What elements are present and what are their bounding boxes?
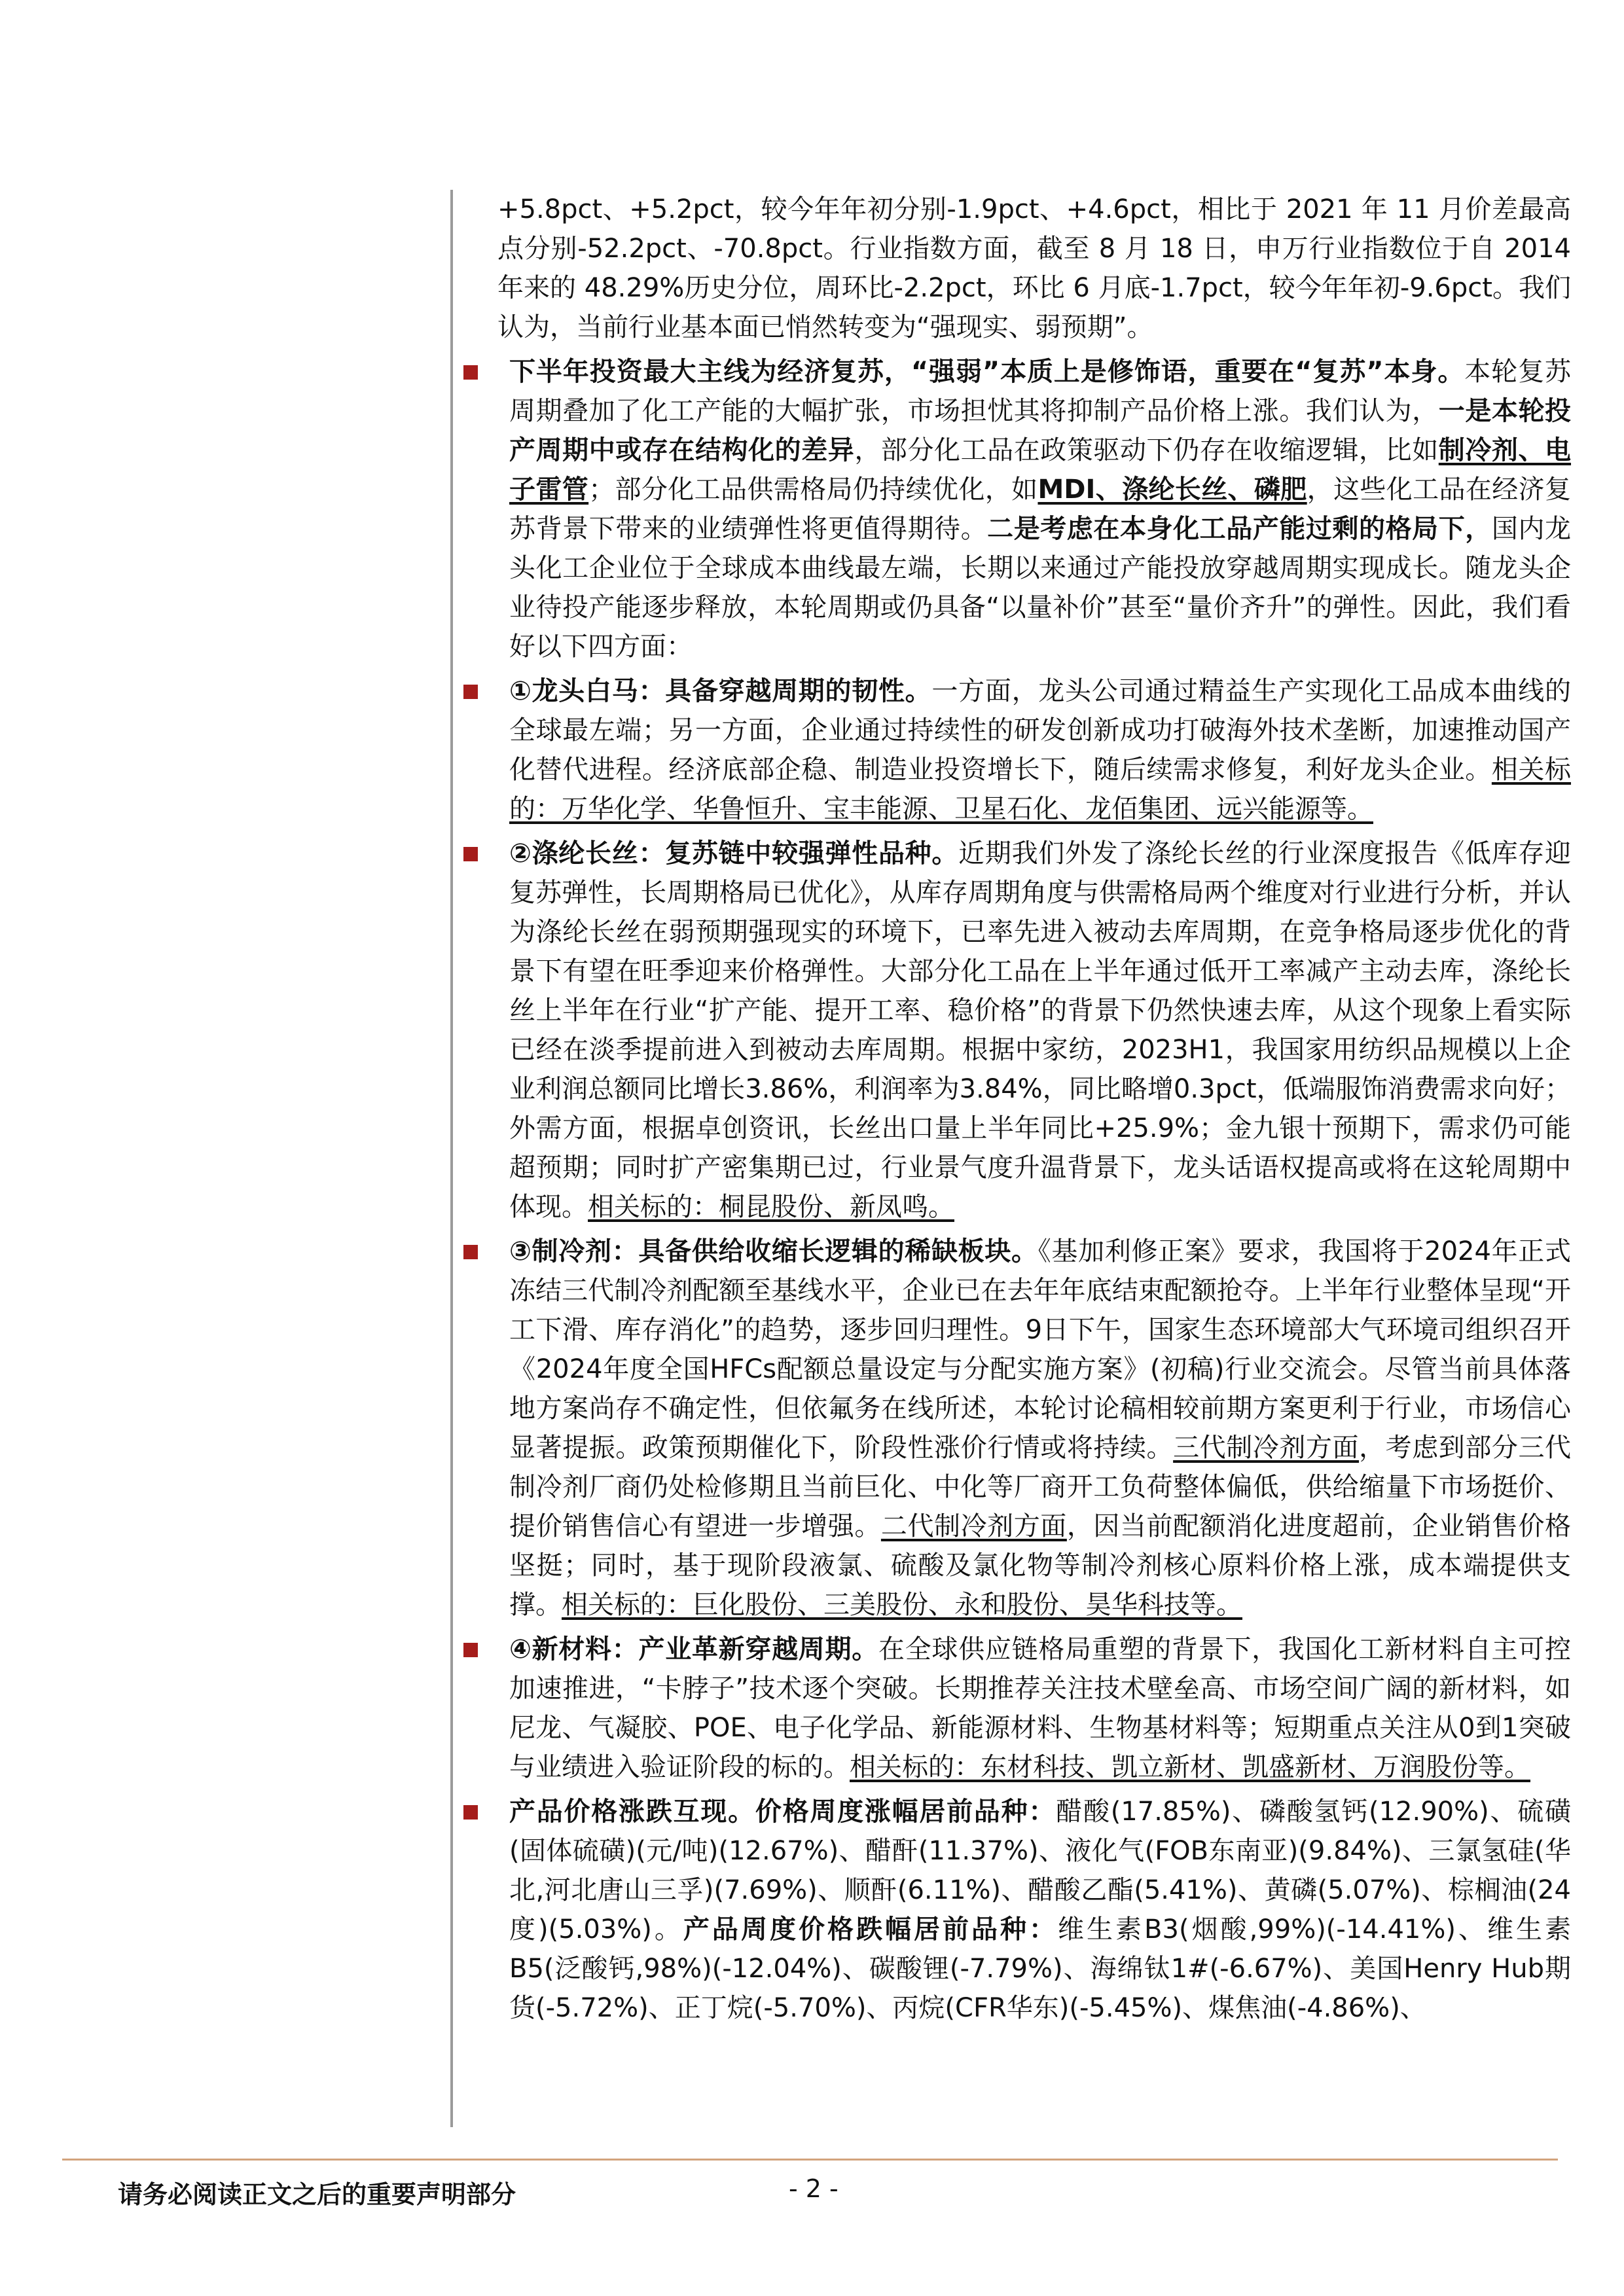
body-text: ，考虑到部分三代制冷剂厂商仍处检修期且当前巨化、中化等厂商开工负荷整体偏低，供给缩量下市场挺价、提价销售信心有望进一步增强。 <box>509 1433 1572 1541</box>
emphasis-text: ③制冷剂：具备供给收缩长逻辑的稀缺板块。 <box>509 1236 1038 1266</box>
emphasis-text: 下半年投资最大主线为经济复苏，“强弱”本质上是修饰语，重要在“复苏”本身。 <box>509 357 1465 387</box>
square-bullet-icon <box>463 685 478 699</box>
emphasis-text: 产品周度价格跌幅居前品种： <box>683 1914 1058 1945</box>
square-bullet-icon <box>463 365 478 380</box>
body-text: +5.8pct、+5.2pct，较今年年初分别-1.9pct、+4.6pct，相比于 2021 年 11 月价差最高点分别-52.2pct、-70.8pct。行业指数方面，截至 8 月 18 日，申万行业指数位于自 2014 年来的 48.29%历史分位，周环比-2.2pct，环比 6 月底-1.7pct，较今年年初-9.6pct。我们认为，当前行业基本面已悄然转变为“强现实、弱预期”。 <box>497 194 1571 342</box>
paragraph <box>497 190 1571 347</box>
square-bullet-icon <box>463 1245 478 1259</box>
bullet-paragraph <box>497 1630 1571 1787</box>
bullet-paragraph <box>497 834 1571 1227</box>
square-bullet-icon <box>463 1643 478 1657</box>
emphasis-text: ②涤纶长丝：复苏链中较强弹性品种。 <box>509 838 959 869</box>
body-text: 近期我们外发了涤纶长丝的行业深度报告《低库存迎复苏弹性，长周期格局已优化》，从库存周期角度与供需格局两个维度对行业进行分析，并认为涤纶长丝在弱预期强现实的环境下，已率先进入被动去库周期，在竞争格局逐步优化的背景下有望在旺季迎来价格弹性。大部分化工品在上半年通过低开工率减产主动去库，涤纶长丝上半年在行业“扩产能、提开工率、稳价格”的背景下仍然快速去库，从这个现象上看实际已经在淡季提前进入到被动去库周期。根据中家纺，2023H1，我国家用纺织品规模以上企业利润总额同比增长3.86%，利润率为3.84%，同比略增0.3pct，低端服饰消费需求向好；外需方面，根据卓创资讯，长丝出口量上半年同比+25.9%；金九银十预期下，需求仍可能超预期；同时扩产密集期已过，行业景气度升温背景下，龙头话语权提高或将在这轮周期中体现。 <box>509 838 1572 1222</box>
body-text: 维生素B3(烟酸,99%)(-14.41%)、维生素B5(泛酸钙,98%)(-12.04%)、碳酸锂(-7.79%)、海绵钛1#(-6.67%)、美国Henry Hub期货(-5.72%)、正丁烷(-5.70%)、丙烷(CFR华东)(-5.45%)、煤焦油(-4.86%)、 <box>509 1914 1572 2023</box>
body-text: 《基加利修正案》要求，我国将于2024年正式冻结三代制冷剂配额至基线水平，企业已在去年年底结束配额抢夺。上半年行业整体呈现“开工下滑、库存消化”的趋势，逐步回归理性。9日下午，国家生态环境部大气环境司组织召开《2024年度全国HFCs配额总量设定与分配实施方案》(初稿)行业交流会。尽管当前具体落地方案尚存不确定性，但依氟务在线所述，本轮讨论稿相较前期方案更利于行业，市场信心显著提振。政策预期催化下，阶段性涨价行情或将持续。 <box>509 1236 1572 1463</box>
emphasis-text: 产品价格涨跌互现。价格周度涨幅居前品种： <box>509 1797 1056 1827</box>
related-stocks-text: 三代制冷剂方面 <box>1173 1433 1360 1463</box>
emphasis-text: ④新材料：产业革新穿越周期。 <box>509 1634 878 1664</box>
emphasis-text: 一是本轮投产周期中或存在结构化的差异 <box>509 396 1572 465</box>
square-bullet-icon <box>463 847 478 861</box>
related-stocks-text: 相关标的：万华化学、华鲁恒升、宝丰能源、卫星石化、龙佰集团、远兴能源等。 <box>509 755 1572 824</box>
body-text: 本轮复苏周期叠加了化工产能的大幅扩张，市场担忧其将抑制产品价格上涨。我们认为， <box>509 357 1572 426</box>
bullet-paragraph <box>497 352 1571 666</box>
related-stocks-text: 相关标的：东材科技、凯立新材、凯盛新材、万润股份等。 <box>850 1752 1530 1782</box>
related-stocks-text: MDI、涤纶长丝、磷肥 <box>1038 475 1307 505</box>
body-text: ，这些化工品在经济复苏背景下带来的业绩弹性将更值得期待。 <box>509 475 1572 544</box>
body-text: 在全球供应链格局重塑的背景下，我国化工新材料自主可控加速推进，“卡脖子”技术逐个突破。长期推荐关注技术壁垒高、市场空间广阔的新材料，如尼龙、气凝胶、POE、电子化学品、新能源材料、生物基材料等；短期重点关注从0到1突破与业绩进入验证阶段的标的。 <box>509 1634 1571 1782</box>
body-text: ；部分化工品供需格局仍持续优化，如 <box>588 475 1038 505</box>
body-text: 醋酸(17.85%)、磷酸氢钙(12.90%)、硫磺(固体硫磺)(元/吨)(12.67%)、醋酐(11.37%)、液化气(FOB东南亚)(9.84%)、三氯氢硅(华北,河北唐山三孚)(7.69%)、顺酐(6.11%)、醋酸乙酯(5.41%)、黄磷(5.07%)、棕榈油(24度)(5.03%)。 <box>509 1797 1571 1945</box>
report-body <box>497 190 1571 2028</box>
related-stocks-text: 制冷剂、电子雷管 <box>509 435 1572 505</box>
footer-disclaimer: 请务必阅读正文之后的重要声明部分 <box>118 2180 516 2209</box>
bullet-paragraph <box>497 672 1571 829</box>
related-stocks-text: 相关标的：巨化股份、三美股份、永和股份、昊华科技等。 <box>562 1590 1242 1620</box>
body-text: ，因当前配额消化进度超前，企业销售价格坚挺；同时，基于现阶段液氯、硫酸及氯化物等制冷剂核心原料价格上涨，成本端提供支撑。 <box>509 1511 1572 1620</box>
left-margin-rule <box>450 190 453 2127</box>
bullet-paragraph <box>497 1232 1571 1624</box>
square-bullet-icon <box>463 1805 478 1820</box>
emphasis-text: 二是考虑在本身化工品产能过剩的格局下， <box>987 514 1492 544</box>
bullet-paragraph <box>497 1792 1571 2028</box>
related-stocks-text: 相关标的：桐昆股份、新凤鸣。 <box>588 1192 954 1222</box>
body-text: 一方面，龙头公司通过精益生产实现化工品成本曲线的全球最左端；另一方面，企业通过持续性的研发创新成功打破海外技术垄断，加速推动国产化替代进程。经济底部企稳、制造业投资增长下，随后续需求修复，利好龙头企业。 <box>509 676 1571 785</box>
footer-rule <box>62 2159 1558 2161</box>
page-number: - 2 - <box>789 2174 839 2203</box>
body-text: ，部分化工品在政策驱动下仍存在收缩逻辑，比如 <box>854 435 1439 465</box>
related-stocks-text: 二代制冷剂方面 <box>880 1511 1067 1541</box>
body-text: 国内龙头化工企业位于全球成本曲线最左端，长期以来通过产能投放穿越周期实现成长。随龙头企业待投产能逐步释放，本轮周期或仍具备“以量补价”甚至“量价齐升”的弹性。因此，我们看好以下四方面： <box>509 514 1572 662</box>
emphasis-text: ①龙头白马：具备穿越周期的韧性。 <box>509 676 932 706</box>
